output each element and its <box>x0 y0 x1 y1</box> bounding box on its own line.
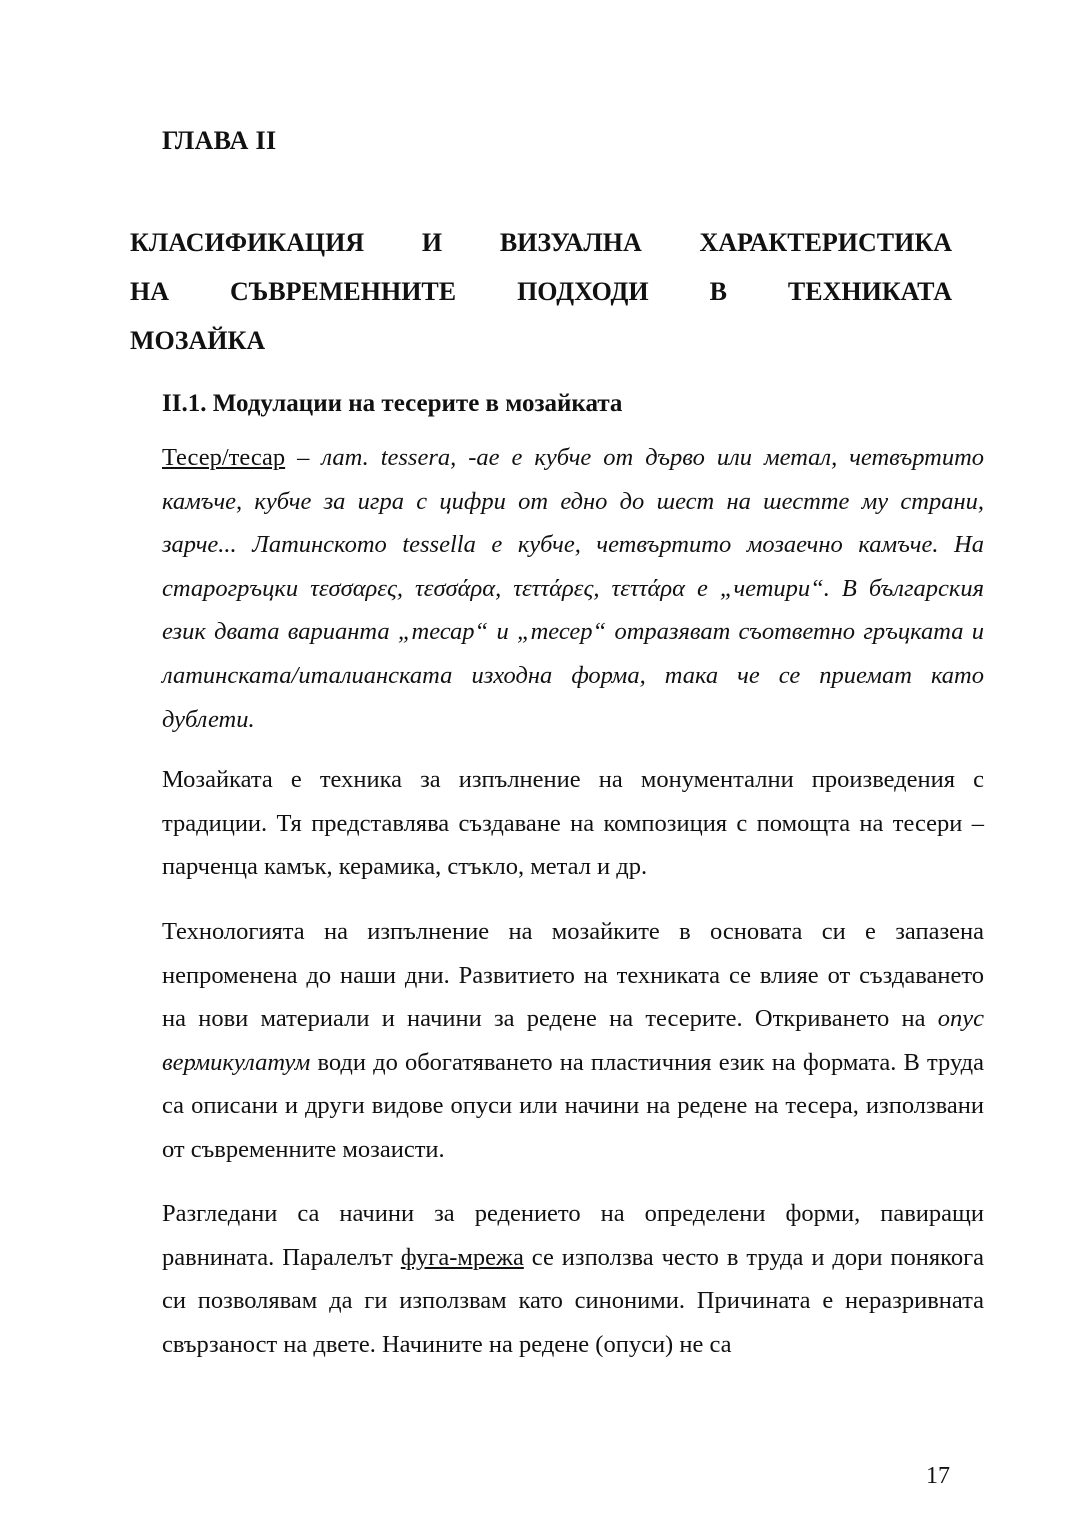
paragraph-3-text-start: Разгледани са начини за редението на определени форми, павиращи равнината. Паралелът <box>162 1200 984 1271</box>
fuga-mrezha-term: фуга-мрежа <box>400 1243 524 1271</box>
body-paragraph-3 <box>130 1192 984 1366</box>
body-paragraph-1: Мозайката е техника за изпълнение на монументални произведения с традиции. Тя представлява създаване на композиция с помощта на тесери – парченца камък, керамика, стъкло, метал и др. <box>162 766 984 881</box>
section-heading: II.1. Модулации на тесерите в мозайката <box>162 390 623 417</box>
definition-dash: – <box>285 444 322 471</box>
chapter-heading: ГЛАВА II <box>162 126 277 155</box>
body-paragraph-2 <box>130 910 984 1172</box>
paragraph-2-text-start: Технологията на изпълнение на мозайките в основата си е запазена непроменена до наши дни. Развитието на техниката се влияе от създаването на нови материали и начини за редене на тесерите. Откриването на <box>162 918 984 1033</box>
page-number: 17 <box>926 1463 950 1489</box>
chapter-title-line: КЛАСИФИКАЦИЯ И ВИЗУАЛНА ХАРАКТЕРИСТИКА <box>130 228 952 257</box>
definition-text: лат. tessera, -ae е кубче от дърво или метал, четвъртито камъче, кубче за игра с цифри от едно до шест на шестте му страни, зарче... Латинското tessella е кубче, четвъртито мозаечно камъче. На старогръцки τεσσαρες, τεσσάρα, τεττάρες, τεττάρα е „четири“. В българския език двата варианта „тесар“ и „тесер“ отразяват съответно гръцката и латинската/италианската изходна форма, така че се приемат като дублети. <box>162 444 985 733</box>
opus-vermiculatum-term: опус вермикулатум <box>162 1005 984 1076</box>
chapter-title-line: МОЗАЙКА <box>130 326 266 355</box>
paragraph-2-text-end: води до обогатяването на пластичния език на формата. В труда са описани и други видове опуси или начини на редене на тесера, използвани от съвременните мозаисти. <box>162 1048 984 1163</box>
chapter-title <box>130 218 952 365</box>
paragraph-3-text-end: се използва често в труда и дори понякога си позволявам да ги използвам като синоними. Причината е неразривната свързаност на двете. Начините на редене (опуси) не са <box>162 1243 984 1358</box>
chapter-title-line: НА СЪВРЕМЕННИТЕ ПОДХОДИ В ТЕХНИКАТА <box>130 277 952 306</box>
definition-paragraph <box>130 436 984 741</box>
definition-term: Тесер/тесар <box>162 444 286 471</box>
